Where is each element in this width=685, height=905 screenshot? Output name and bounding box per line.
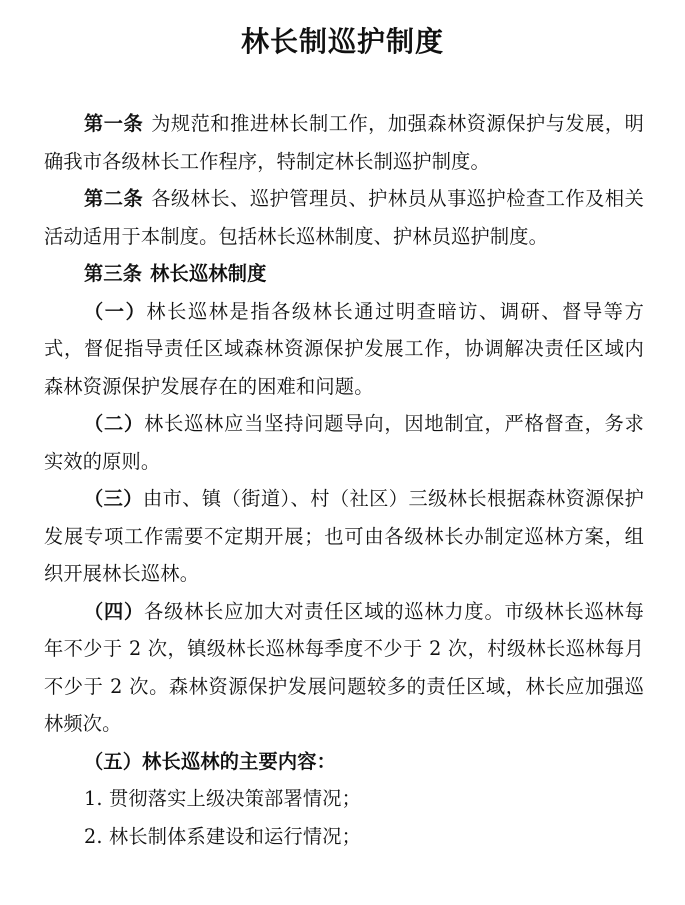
list-item: 1. 贯彻落实上级决策部署情况； [84, 787, 362, 810]
clause-3-label: （三） [84, 487, 143, 510]
clause-1-text: 林长巡林是指各级林长通过明查暗访、调研、督导等方式，督促指导责任区域森林资源保护发展工作，协调解决责任区域内森林资源保护发展存在的困难和问题。 [44, 299, 644, 398]
article-3-label: 第三条 [84, 262, 143, 285]
article-2-label: 第二条 [84, 187, 144, 210]
clause-2-label: （二） [84, 412, 145, 435]
clause-5-label: （五） [84, 749, 143, 773]
clause-3 [44, 480, 644, 593]
article-1-text: 为规范和推进林长制工作，加强森林资源保护与发展，明确我市各级林长工作程序，特制定林长制巡护制度。 [44, 112, 644, 173]
article-2-text: 各级林长、巡护管理员、护林员从事巡护检查工作及相关活动适用于本制度。包括林长巡林制度、护林员巡护制度。 [44, 187, 644, 248]
article-2 [44, 180, 644, 255]
article-1 [44, 105, 644, 180]
document-body [44, 105, 644, 855]
document-title: 林长制巡护制度 [240, 25, 444, 58]
clause-4-label: （四） [84, 599, 145, 623]
clause-2-text: 林长巡林应当坚持问题导向，因地制宜，严格督查，务求实效的原则。 [44, 412, 645, 473]
clause-3-text: 由市、镇（街道）、村（社区）三级林长根据森林资源保护发展专项工作需要不定期开展；也可由各级林长办制定巡林方案，组织开展林长巡林。 [44, 487, 644, 585]
article-3-heading: 林长巡林制度 [150, 262, 267, 285]
clause-2 [44, 405, 644, 480]
clause-1 [44, 293, 644, 406]
clause-4 [44, 593, 644, 743]
clause-4-text: 各级林长应加大对责任区域的巡林力度。市级林长巡林每年不少于 2 次，镇级林长巡林每季度不少于 2 次，村级林长巡林每月不少于 2 次。森林资源保护发展问题较多的责任区域，林长应加强巡林频次。 [44, 599, 645, 735]
clause-5-text: 林长巡林的主要内容： [142, 749, 337, 773]
article-3-heading-line [44, 255, 644, 293]
list-item: 2. 林长制体系建设和运行情况； [84, 824, 362, 848]
clause-1-label: （一） [84, 299, 147, 323]
clause-5 [44, 743, 644, 781]
article-1-label: 第一条 [84, 112, 144, 135]
